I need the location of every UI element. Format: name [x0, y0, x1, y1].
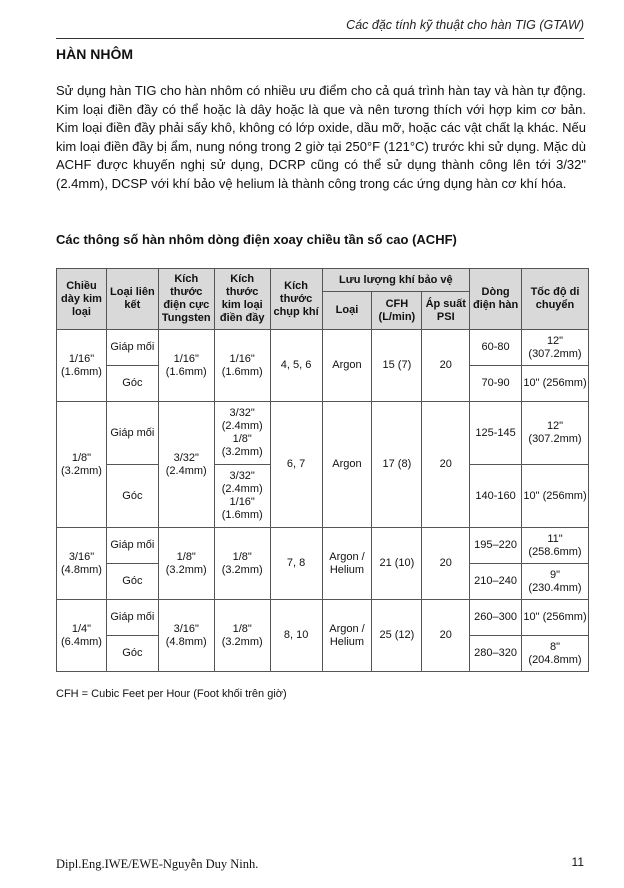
psi-cell: 20	[422, 600, 470, 672]
speed-cell: 8" (204.8mm)	[522, 636, 589, 672]
header-cup-size: Kích thước chụp khí	[270, 269, 322, 330]
header-travel-speed: Tốc độ di chuyển	[522, 269, 589, 330]
cfh-cell: 21 (10)	[372, 528, 422, 600]
cup-cell: 8, 10	[270, 600, 322, 672]
table-row	[57, 402, 589, 465]
current-cell: 140-160	[470, 465, 522, 528]
joint-cell: Giáp mối	[106, 330, 158, 366]
joint-cell: Góc	[106, 636, 158, 672]
current-cell: 195–220	[470, 528, 522, 564]
header-gas-type: Loại	[322, 292, 372, 330]
header-shielding-gas: Lưu lượng khí bảo vệ	[322, 269, 470, 292]
gas-type-cell: Argon	[322, 402, 372, 528]
page-number: 11	[571, 855, 584, 869]
table-title: Các thông số hàn nhôm dòng điện xoay chiều tần số cao (ACHF)	[56, 232, 457, 247]
thickness-cell: 1/4" (6.4mm)	[57, 600, 107, 672]
filler-cell: 1/8" (3.2mm)	[214, 600, 270, 672]
cup-cell: 7, 8	[270, 528, 322, 600]
psi-cell: 20	[422, 330, 470, 402]
speed-cell: 10" (256mm)	[522, 465, 589, 528]
header-psi: Áp suất PSI	[422, 292, 470, 330]
speed-cell: 10" (256mm)	[522, 366, 589, 402]
psi-cell: 20	[422, 528, 470, 600]
current-cell: 125-145	[470, 402, 522, 465]
filler-cell: 1/16" (1.6mm)	[214, 330, 270, 402]
psi-cell: 20	[422, 402, 470, 528]
cup-cell: 6, 7	[270, 402, 322, 528]
gas-type-cell: Argon / Helium	[322, 600, 372, 672]
speed-cell: 12" (307.2mm)	[522, 330, 589, 366]
speed-cell: 9" (230.4mm)	[522, 564, 589, 600]
joint-cell: Góc	[106, 366, 158, 402]
filler-cell: 1/8" (3.2mm)	[214, 528, 270, 600]
header-thickness: Chiều dày kim loại	[57, 269, 107, 330]
tungsten-cell: 3/32" (2.4mm)	[158, 402, 214, 528]
intro-paragraph: Sử dụng hàn TIG cho hàn nhôm có nhiều ưu điểm cho cả quá trình hàn tay và hàn tự động. Kim loại điền đầy có thể hoặc là dây hoặc là que và nên tương thích với hợp kim cơ bản. Kim loại điền đầy phải sấy khô, không có lớp oxide, dầu mỡ, hoặc các vật chất lạ khác. Nếu kim loại điền đầy bị ẩm, nung nóng trong 2 giờ tại 250°F (121°C) trước khi sử dụng. Mặc dù ACHF được khuyến nghị sử dụng, DCRP cũng có thể sử dụng thành công lên tới 3/32" (2.4mm), DCSP với khí bảo vệ helium là thành công trong các ứng dụng hàn cơ khí hóa.	[56, 83, 586, 191]
cfh-footnote: CFH = Cubic Feet per Hour (Foot khối trên giờ)	[56, 688, 287, 700]
cfh-cell: 17 (8)	[372, 402, 422, 528]
speed-cell: 10" (256mm)	[522, 600, 589, 636]
running-header: Các đặc tính kỹ thuật cho hàn TIG (GTAW)	[346, 18, 584, 32]
current-cell: 280–320	[470, 636, 522, 672]
joint-cell: Góc	[106, 564, 158, 600]
thickness-cell: 1/16" (1.6mm)	[57, 330, 107, 402]
header-welding-current: Dòng điện hàn	[470, 269, 522, 330]
gas-type-cell: Argon	[322, 330, 372, 402]
header-joint-type: Loại liên kết	[106, 269, 158, 330]
tungsten-cell: 1/8" (3.2mm)	[158, 528, 214, 600]
gas-type-cell: Argon / Helium	[322, 528, 372, 600]
thickness-cell: 3/16" (4.8mm)	[57, 528, 107, 600]
joint-cell: Giáp mối	[106, 402, 158, 465]
footer-author: Dipl.Eng.IWE/EWE-Nguyễn Duy Ninh.	[56, 857, 259, 871]
filler-cell: 3/32" (2.4mm) 1/16" (1.6mm)	[214, 465, 270, 528]
section-title: HÀN NHÔM	[56, 46, 133, 62]
table-row	[57, 600, 589, 636]
header-tungsten-size: Kích thước điện cực Tungsten	[158, 269, 214, 330]
tungsten-cell: 3/16" (4.8mm)	[158, 600, 214, 672]
speed-cell: 12" (307.2mm)	[522, 402, 589, 465]
header-filler-size: Kích thước kim loại điền đầy	[214, 269, 270, 330]
current-cell: 60-80	[470, 330, 522, 366]
cfh-cell: 25 (12)	[372, 600, 422, 672]
filler-cell: 3/32" (2.4mm) 1/8" (3.2mm)	[214, 402, 270, 465]
table-row	[57, 330, 589, 366]
joint-cell: Giáp mối	[106, 528, 158, 564]
joint-cell: Góc	[106, 465, 158, 528]
cfh-cell: 15 (7)	[372, 330, 422, 402]
current-cell: 70-90	[470, 366, 522, 402]
welding-parameters-table	[56, 268, 589, 672]
tungsten-cell: 1/16" (1.6mm)	[158, 330, 214, 402]
table-row	[57, 528, 589, 564]
current-cell: 260–300	[470, 600, 522, 636]
cup-cell: 4, 5, 6	[270, 330, 322, 402]
header-divider	[56, 38, 584, 39]
header-cfh: CFH (L/min)	[372, 292, 422, 330]
current-cell: 210–240	[470, 564, 522, 600]
joint-cell: Giáp mối	[106, 600, 158, 636]
speed-cell: 11" (258.6mm)	[522, 528, 589, 564]
thickness-cell: 1/8" (3.2mm)	[57, 402, 107, 528]
